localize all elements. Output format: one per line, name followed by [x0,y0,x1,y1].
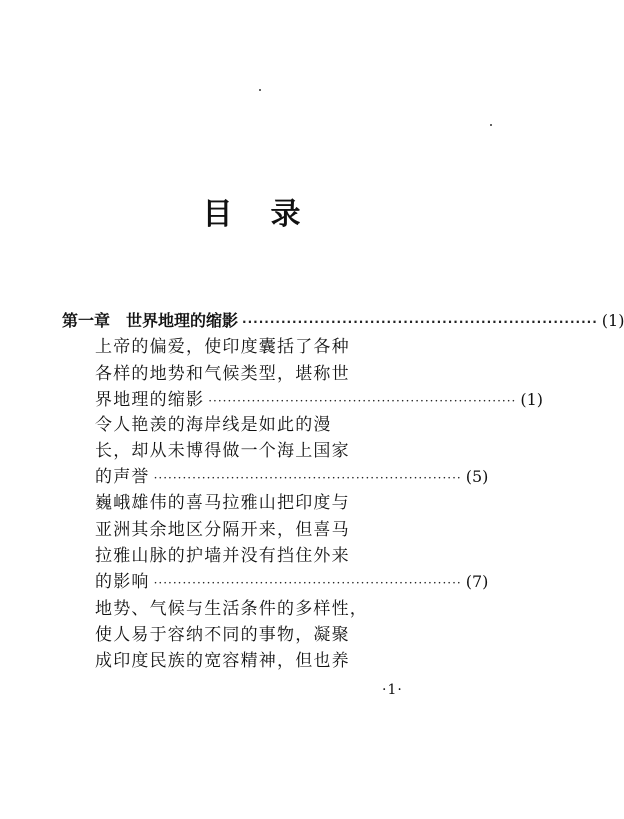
page-ref: (1) [601,311,624,330]
toc-section-line: 令人艳羡的海岸线是如此的漫 [95,415,332,435]
page-number: ·1· [382,682,403,698]
page-ref: (5) [465,467,489,486]
chapter-label: 第一章 [62,311,111,330]
toc-section-line: 成印度民族的宽容精神，但也养 [95,651,350,671]
toc-section-line: 拉雅山脉的护墙并没有挡住外来 [95,546,350,566]
toc-section-entry[interactable] [95,463,489,491]
page-ref: (1) [520,390,543,409]
dot-leader: ································································ [208,394,517,408]
toc-section-line: 的声誉 [95,467,150,487]
toc-section-line: 各样的地势和气候类型，堪称世 [95,364,350,384]
dot-leader: ································································ [242,315,598,329]
toc-section-line: 使人易于容纳不同的事物，凝聚 [95,625,350,645]
dot-leader: ································································ [153,471,462,485]
toc-section-line: 上帝的偏爱，使印度囊括了各种 [95,337,350,357]
toc-section-line: 巍峨雄伟的喜马拉雅山把印度与 [95,493,350,513]
toc-section-line: 界地理的缩影 [95,390,205,410]
title-char: 录 [270,197,303,232]
dot-leader: ································································ [153,576,462,590]
toc-section-line: 长，却从未博得做一个海上国家 [95,441,350,461]
page-ref: (7) [465,572,489,591]
toc-section-entry[interactable] [95,568,489,596]
toc-section-entry[interactable] [95,386,543,414]
toc-section-line: 地势、气候与生活条件的多样性， [95,599,368,619]
toc-chapter-entry[interactable] [62,307,624,335]
title-char: 目 [202,197,235,232]
toc-section-line: 的影响 [95,572,150,592]
chapter-title: 世界地理的缩影 [126,311,239,330]
toc-section-line: 亚洲其余地区分隔开来，但喜马 [95,520,350,540]
